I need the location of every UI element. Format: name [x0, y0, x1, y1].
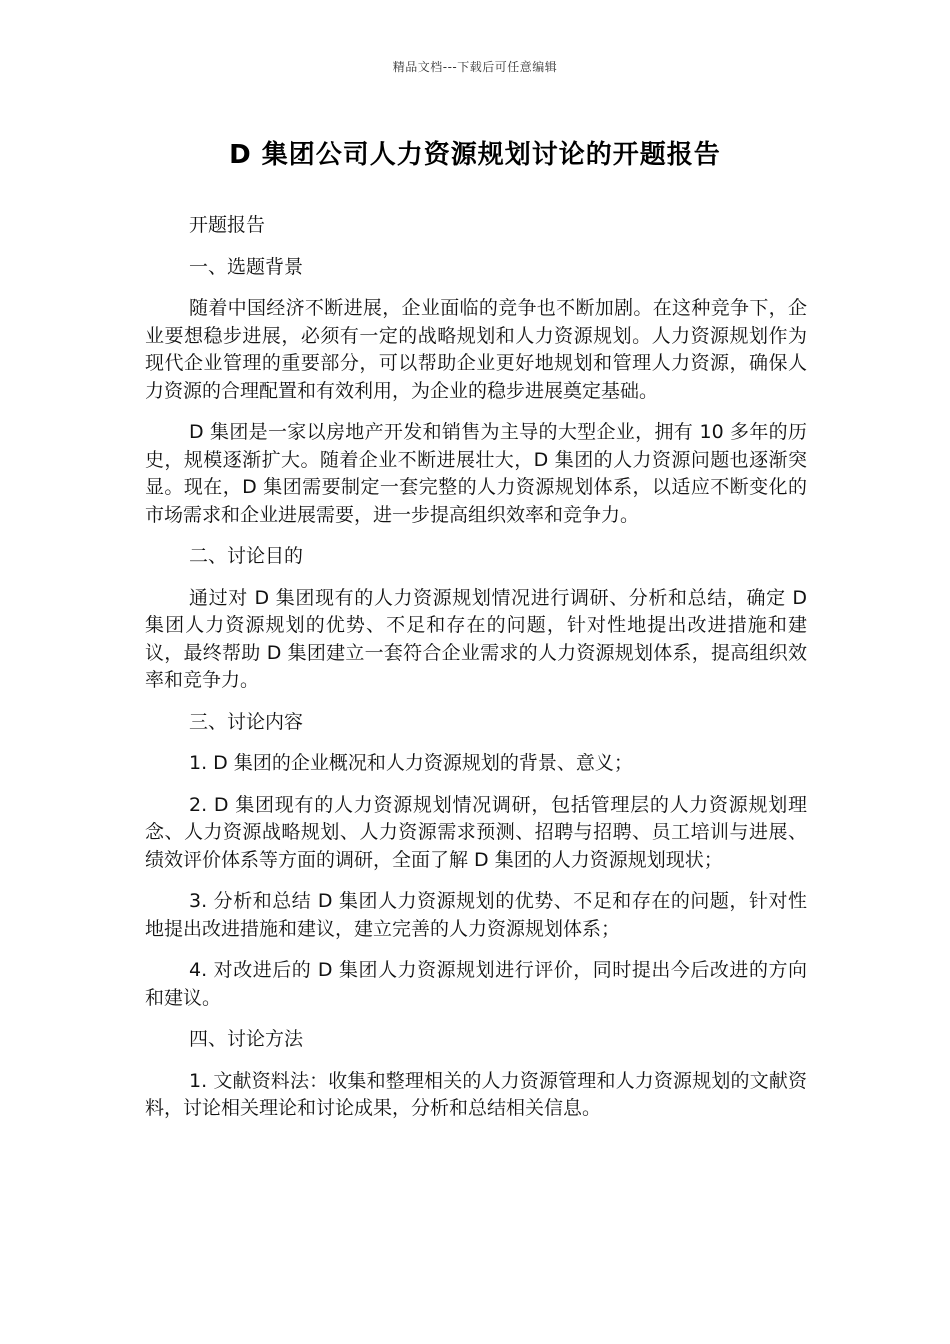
- section-heading-report: 开题报告: [189, 214, 266, 236]
- paragraph-background-1: 随着中国经济不断进展，企业面临的竞争也不断加剧。在这种竞争下，企业要想稳步进展，必须有一定的战略规划和人力资源规划。人力资源规划作为现代企业管理的重要部分，可以帮助企业更好地规划和管理人力资源，确保人力资源的合理配置和有效利用，为企业的稳步进展奠定基础。: [145, 297, 807, 402]
- section-heading-method: 四、讨论方法: [189, 1028, 304, 1050]
- document-title: D 集团公司人力资源规划讨论的开题报告: [229, 140, 721, 170]
- section-heading-content: 三、讨论内容: [189, 710, 304, 733]
- list-item-content-1: 1. D 集团的企业概况和人力资源规划的背景、意义；: [189, 752, 633, 774]
- list-item-content-3: 3. 分析和总结 D 集团人力资源规划的优势、不足和存在的问题，针对性地提出改进措施和建议，建立完善的人力资源规划体系；: [145, 890, 807, 940]
- list-item-content-4: 4. 对改进后的 D 集团人力资源规划进行评价，同时提出今后改进的方向和建议。: [145, 959, 807, 1009]
- list-item-method-1: 1. 文献资料法：收集和整理相关的人力资源管理和人力资源规划的文献资料，讨论相关理论和讨论成果，分析和总结相关信息。: [145, 1069, 807, 1119]
- section-heading-background: 一、选题背景: [189, 255, 304, 278]
- list-item-content-2: 2. D 集团现有的人力资源规划情况调研，包括管理层的人力资源规划理念、人力资源战略规划、人力资源需求预测、招聘与招聘、员工培训与进展、绩效评价体系等方面的调研，全面了解 D 集团的人力资源规划现状；: [145, 793, 807, 871]
- document-body: [145, 212, 807, 1137]
- section-heading-purpose: 二、讨论目的: [189, 545, 304, 567]
- header-note: 精品文档---下载后可任意编辑: [392, 60, 558, 74]
- paragraph-background-2: D 集团是一家以房地产开发和销售为主导的大型企业，拥有 10 多年的历史，规模逐渐扩大。随着企业不断进展壮大，D 集团的人力资源问题也逐渐突显。现在，D 集团需要制定一套完整的人力资源规划体系，以适应不断变化的市场需求和企业进展需要，进一步提高组织效率和竞争力。: [145, 421, 807, 526]
- paragraph-purpose: 通过对 D 集团现有的人力资源规划情况进行调研、分析和总结，确定 D 集团人力资源规划的优势、不足和存在的问题，针对性地提出改进措施和建议，最终帮助 D 集团建立一套符合企业需求的人力资源规划体系，提高组织效率和竞争力。: [145, 586, 807, 691]
